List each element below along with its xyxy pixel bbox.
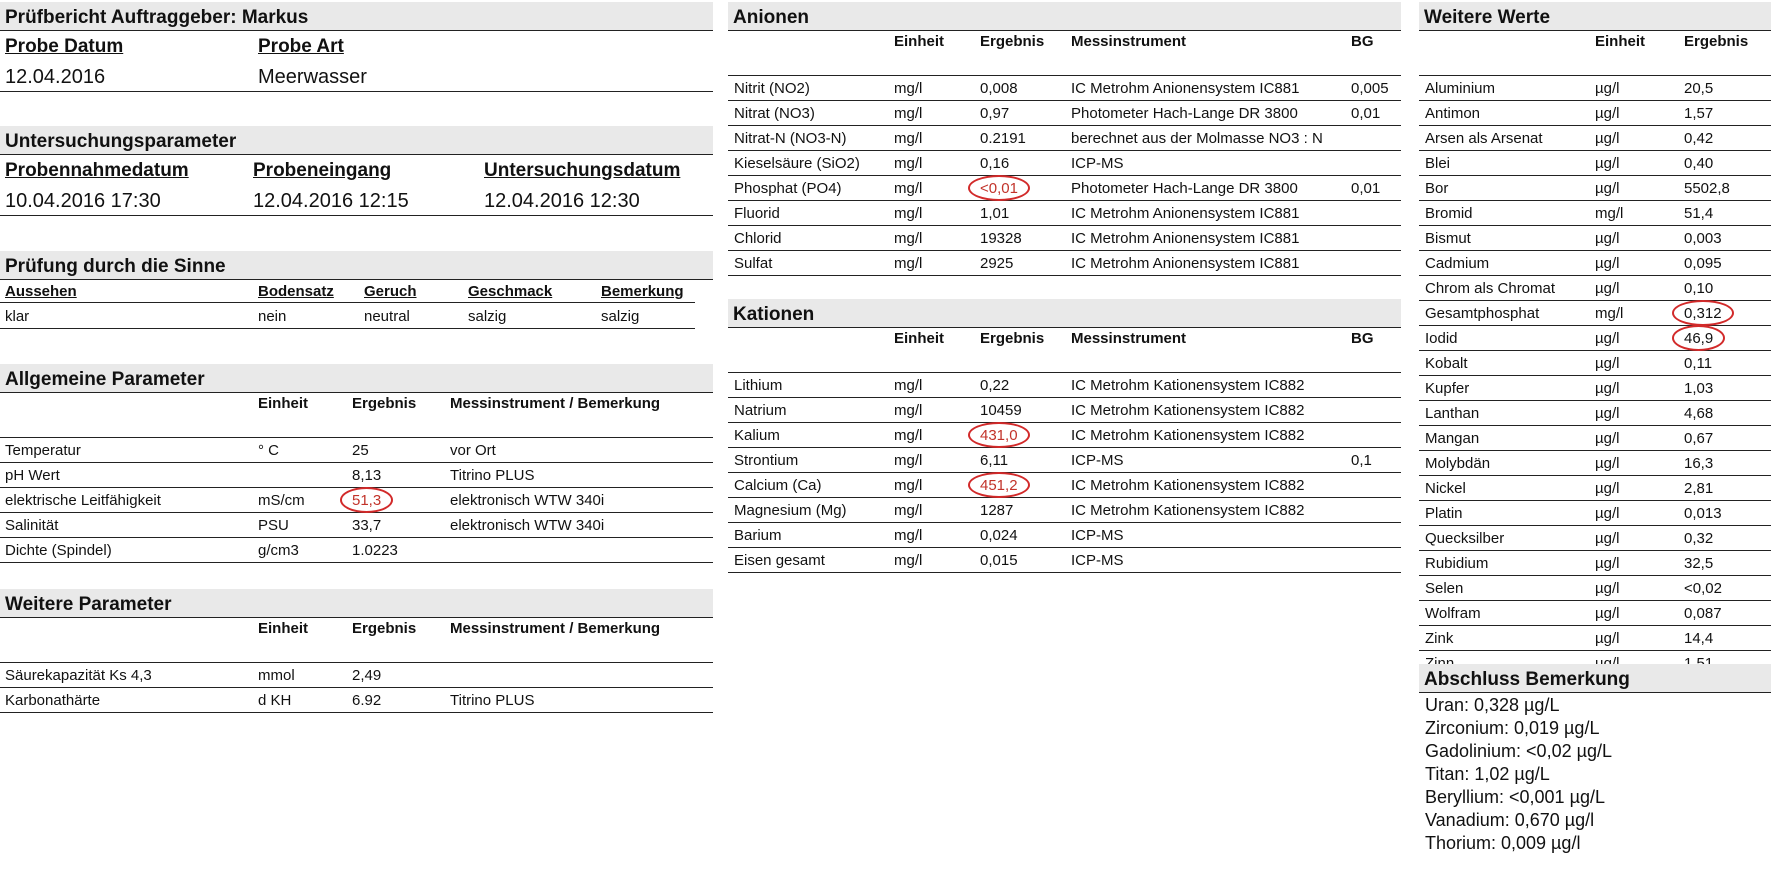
probe-datum-label: Probe Datum [5,36,124,57]
param-name: Temperatur [5,442,81,459]
param-name: pH Wert [5,467,60,484]
header-einheit: Einheit [258,395,309,412]
element-unit: µg/l [1595,455,1620,472]
element-unit: µg/l [1595,105,1620,122]
ion-instrument: IC Metrohm Kationensystem IC882 [1071,377,1305,394]
ion-bg: 0,005 [1351,80,1389,97]
anionen-title: Anionen [728,2,1401,31]
element-value-highlighted: 46,9 [1684,330,1714,347]
element-unit: µg/l [1595,280,1620,297]
element-name: Kupfer [1425,380,1470,397]
header-einheit: Einheit [258,620,309,637]
table-row [1419,301,1771,326]
element-value: 0,11 [1684,355,1713,372]
element-value: 0,003 [1684,230,1722,247]
ion-value: 1287 [980,502,1014,519]
divider [0,302,695,303]
ion-bg: 0,1 [1351,452,1372,469]
untersuchungsdatum-value: 12.04.2016 12:30 [484,190,640,212]
ion-name: Lithium [734,377,783,394]
ion-name: Eisen gesamt [734,552,825,569]
element-value: 0,32 [1684,530,1714,547]
element-value: 2,81 [1684,480,1714,497]
table-row [728,101,1401,126]
sinne-header-bodensatz: Bodensatz [258,283,334,300]
element-name: Aluminium [1425,80,1496,97]
ion-instrument: IC Metrohm Anionensystem IC881 [1071,80,1300,97]
ion-name: Phosphat (PO4) [734,180,842,197]
table-row [1419,576,1771,601]
sinne-header-geschmack: Geschmack [468,283,553,300]
ion-unit: mg/l [894,502,923,519]
ion-value: 1,01 [980,205,1010,222]
ion-bg: 0,01 [1351,105,1381,122]
element-name: Cadmium [1425,255,1490,272]
table-row [728,226,1401,251]
sinne-header-bemerkung: Bemerkung [601,283,684,300]
report-title: Prüfbericht Auftraggeber: Markus [0,2,713,31]
element-value: 1,57 [1684,105,1714,122]
untersuchung-title: Untersuchungsparameter [0,126,713,155]
kationen-title: Kationen [728,299,1401,328]
table-row [1419,451,1771,476]
allgemein-title: Allgemeine Parameter [0,364,713,393]
element-unit: µg/l [1595,405,1620,422]
header-ergebnis: Ergebnis [1684,33,1749,50]
ion-name: Natrium [734,402,787,419]
element-name: Rubidium [1425,555,1489,572]
element-unit: µg/l [1595,555,1620,572]
param-unit: mS/cm [258,492,305,509]
element-unit: µg/l [1595,505,1620,522]
element-value: 20,5 [1684,80,1714,97]
ion-value: 2925 [980,255,1014,272]
param-value: 8,13 [352,467,382,484]
header-ergebnis: Ergebnis [352,395,417,412]
table-row [1419,201,1771,226]
divider [0,91,713,92]
probennahmedatum-label: Probennahmedatum [5,160,189,181]
table-row [0,513,713,538]
table-row [0,488,713,513]
ion-unit: mg/l [894,130,923,147]
element-value: 51,4 [1684,205,1714,222]
ion-name: Barium [734,527,782,544]
table-row [728,473,1401,498]
remark-line: Beryllium: <0,001 µg/L [1425,787,1605,807]
ion-value-highlighted: 451,2 [980,477,1018,494]
table-row [728,498,1401,523]
param-name: Säurekapazität Ks 4,3 [5,667,152,684]
element-name: Chrom als Chromat [1425,280,1556,297]
header-bg: BG [1351,33,1374,50]
ion-unit: mg/l [894,230,923,247]
ion-unit: mg/l [894,105,923,122]
header-einheit: Einheit [894,33,945,50]
ion-unit: mg/l [894,80,923,97]
param-name: Salinität [5,517,59,534]
table-row [0,438,713,463]
ion-name: Magnesium (Mg) [734,502,847,519]
ion-name: Sulfat [734,255,773,272]
param-value: 6.92 [352,692,382,709]
table-row [728,151,1401,176]
ion-name: Fluorid [734,205,780,222]
allgemein-table [0,393,713,563]
probeneingang-value: 12.04.2016 12:15 [253,190,409,212]
ion-name: Kalium [734,427,780,444]
table-row [0,538,713,563]
element-unit: µg/l [1595,480,1620,497]
element-value: 0,10 [1684,280,1714,297]
table-row [0,463,713,488]
remark-line: Gadolinium: <0,02 µg/L [1425,741,1612,761]
remark-line: Thorium: 0,009 µg/l [1425,833,1581,853]
element-unit: mg/l [1595,205,1624,222]
element-name: Quecksilber [1425,530,1505,547]
element-value: 0,40 [1684,155,1714,172]
probennahmedatum-value: 10.04.2016 17:30 [5,190,161,212]
element-name: Gesamtphosphat [1425,305,1540,322]
weitere-werte-table [1419,31,1771,676]
ion-instrument: ICP-MS [1071,155,1124,172]
table-row [1419,151,1771,176]
table-row [0,688,713,713]
element-name: Molybdän [1425,455,1491,472]
ion-name: Calcium (Ca) [734,477,822,494]
element-name: Kobalt [1425,355,1468,372]
table-row [728,448,1401,473]
table-row [1419,626,1771,651]
element-unit: µg/l [1595,155,1620,172]
probe-datum-value: 12.04.2016 [5,66,106,88]
element-name: Platin [1425,505,1463,522]
table-header [728,328,1401,373]
element-unit: µg/l [1595,530,1620,547]
table-row [728,373,1401,398]
element-value: <0,02 [1684,580,1722,597]
element-value: 14,4 [1684,630,1714,647]
element-value: 0,67 [1684,430,1714,447]
ion-name: Nitrat (NO3) [734,105,815,122]
param-unit: d KH [258,692,292,709]
ion-value: 0,97 [980,105,1010,122]
ion-value-highlighted: 431,0 [980,427,1018,444]
ion-instrument: IC Metrohm Anionensystem IC881 [1071,230,1300,247]
ion-unit: mg/l [894,427,923,444]
table-row [1419,176,1771,201]
header-messinstrument: Messinstrument / Bemerkung [450,395,661,412]
ion-unit: mg/l [894,477,923,494]
probeneingang-label: Probeneingang [253,160,392,181]
ion-unit: mg/l [894,377,923,394]
untersuchungsdatum-label: Untersuchungsdatum [484,160,681,181]
table-row [728,423,1401,448]
element-value: 5502,8 [1684,180,1730,197]
element-name: Nickel [1425,480,1466,497]
header-ergebnis: Ergebnis [980,330,1045,347]
table-row [728,201,1401,226]
divider [0,328,695,329]
table-row [1419,501,1771,526]
header-messinstrument: Messinstrument [1071,330,1187,347]
element-unit: µg/l [1595,580,1620,597]
ion-value: 0,22 [980,377,1010,394]
ion-name: Chlorid [734,230,782,247]
remark-line: Titan: 1,02 µg/L [1425,764,1550,784]
table-row [1419,126,1771,151]
element-unit: µg/l [1595,380,1620,397]
anionen-table [728,31,1401,276]
element-value: 0,087 [1684,605,1722,622]
table-row [1419,351,1771,376]
element-unit: µg/l [1595,430,1620,447]
element-value: 1,03 [1684,380,1714,397]
ion-name: Kieselsäure (SiO2) [734,155,860,172]
ion-name: Strontium [734,452,799,469]
ion-instrument: ICP-MS [1071,452,1124,469]
ion-unit: mg/l [894,552,923,569]
ion-value-highlighted: <0,01 [980,180,1018,197]
param-name: Dichte (Spindel) [5,542,112,559]
table-row [1419,376,1771,401]
header-messinstrument: Messinstrument [1071,33,1187,50]
ion-bg: 0,01 [1351,180,1381,197]
ion-unit: mg/l [894,402,923,419]
param-instrument: elektronisch WTW 340i [450,492,605,509]
table-row [1419,551,1771,576]
element-value: 0,42 [1684,130,1714,147]
table-row [728,176,1401,201]
ion-unit: mg/l [894,155,923,172]
ion-value: 0,16 [980,155,1010,172]
ion-unit: mg/l [894,255,923,272]
element-unit: µg/l [1595,180,1620,197]
sinne-value-geruch: neutral [364,308,410,325]
element-unit: mg/l [1595,305,1624,322]
remark-line: Zirconium: 0,019 µg/L [1425,718,1600,738]
param-instrument: vor Ort [450,442,496,459]
element-unit: µg/l [1595,80,1620,97]
ion-unit: mg/l [894,452,923,469]
element-name: Lanthan [1425,405,1480,422]
divider [0,215,713,216]
element-name: Antimon [1425,105,1481,122]
sinne-title: Prüfung durch die Sinne [0,251,713,280]
header-messinstrument: Messinstrument / Bemerkung [450,620,661,637]
remark-line: Vanadium: 0,670 µg/l [1425,810,1595,830]
abschluss-remarks [1425,694,1612,855]
sinne-value-aussehen: klar [5,308,30,325]
param-unit: g/cm3 [258,542,299,559]
param-value: 33,7 [352,517,382,534]
element-name: Iodid [1425,330,1458,347]
element-name: Arsen als Arsenat [1425,130,1543,147]
table-row [1419,426,1771,451]
ion-value: 0.2191 [980,130,1026,147]
sinne-header-aussehen: Aussehen [5,283,77,300]
ion-instrument: ICP-MS [1071,527,1124,544]
probe-art-label: Probe Art [258,36,344,57]
header-ergebnis: Ergebnis [980,33,1045,50]
ion-unit: mg/l [894,180,923,197]
ion-value: 6,11 [980,452,1009,469]
table-row [728,126,1401,151]
ion-value: 0,008 [980,80,1018,97]
sinne-value-bodensatz: nein [258,308,287,325]
ion-instrument: ICP-MS [1071,552,1124,569]
probe-art-value: Meerwasser [258,66,367,88]
element-unit: µg/l [1595,630,1620,647]
table-row [1419,601,1771,626]
param-value: 1.0223 [352,542,398,559]
table-header [728,31,1401,76]
table-row [1419,276,1771,301]
param-instrument: elektronisch WTW 340i [450,517,605,534]
ion-instrument: berechnet aus der Molmasse NO3 : N [1071,130,1323,147]
table-row [1419,76,1771,101]
param-unit: mmol [258,667,295,684]
ion-instrument: IC Metrohm Anionensystem IC881 [1071,205,1300,222]
param-unit: ° C [258,442,279,459]
ion-instrument: IC Metrohm Kationensystem IC882 [1071,402,1305,419]
table-row [1419,226,1771,251]
ion-instrument: Photometer Hach-Lange DR 3800 [1071,105,1298,122]
param-instrument: Titrino PLUS [450,692,535,709]
element-value: 4,68 [1684,405,1714,422]
ion-instrument: IC Metrohm Kationensystem IC882 [1071,502,1305,519]
header-einheit: Einheit [894,330,945,347]
param-instrument: Titrino PLUS [450,467,535,484]
element-value: 0,013 [1684,505,1722,522]
header-ergebnis: Ergebnis [352,620,417,637]
element-value-highlighted: 0,312 [1684,305,1722,322]
table-row [728,548,1401,573]
header-bg: BG [1351,330,1374,347]
table-row [728,76,1401,101]
table-row [1419,526,1771,551]
table-header [1419,31,1771,76]
sinne-value-geschmack: salzig [468,308,507,325]
param-name: elektrische Leitfähigkeit [5,492,161,509]
element-value: 0,095 [1684,255,1722,272]
element-value: 32,5 [1684,555,1714,572]
table-row [1419,326,1771,351]
ion-instrument: Photometer Hach-Lange DR 3800 [1071,180,1298,197]
element-unit: µg/l [1595,355,1620,372]
table-row [1419,401,1771,426]
param-value-highlighted: 51,3 [352,492,382,509]
table-row [1419,251,1771,276]
element-name: Selen [1425,580,1464,597]
ion-value: 0,024 [980,527,1018,544]
element-value: 16,3 [1684,455,1714,472]
kationen-table [728,328,1401,573]
ion-unit: mg/l [894,527,923,544]
weitere-param-table [0,618,713,713]
table-row [728,251,1401,276]
element-unit: µg/l [1595,330,1620,347]
param-value: 2,49 [352,667,382,684]
param-name: Karbonathärte [5,692,101,709]
ion-name: Nitrat-N (NO3-N) [734,130,847,147]
table-row [1419,476,1771,501]
ion-value: 10459 [980,402,1022,419]
table-row [728,523,1401,548]
ion-instrument: IC Metrohm Kationensystem IC882 [1071,427,1305,444]
element-unit: µg/l [1595,605,1620,622]
element-unit: µg/l [1595,230,1620,247]
table-row [728,398,1401,423]
element-name: Bismut [1425,230,1471,247]
table-header [0,618,713,663]
ion-instrument: IC Metrohm Anionensystem IC881 [1071,255,1300,272]
element-name: Wolfram [1425,605,1481,622]
weitere-werte-title: Weitere Werte [1419,2,1771,31]
element-name: Zink [1425,630,1454,647]
abschluss-title: Abschluss Bemerkung [1419,664,1771,693]
remark-line: Uran: 0,328 µg/L [1425,695,1560,715]
element-name: Bor [1425,180,1449,197]
header-einheit: Einheit [1595,33,1646,50]
weitere-param-title: Weitere Parameter [0,589,713,618]
param-unit: PSU [258,517,289,534]
element-unit: µg/l [1595,130,1620,147]
element-name: Blei [1425,155,1451,172]
ion-unit: mg/l [894,205,923,222]
table-header [0,393,713,438]
ion-instrument: IC Metrohm Kationensystem IC882 [1071,477,1305,494]
ion-value: 0,015 [980,552,1018,569]
table-row [0,663,713,688]
sinne-value-bemerkung: salzig [601,308,640,325]
element-name: Mangan [1425,430,1480,447]
ion-name: Nitrit (NO2) [734,80,810,97]
element-unit: µg/l [1595,255,1620,272]
ion-value: 19328 [980,230,1022,247]
param-value: 25 [352,442,369,459]
sinne-header-geruch: Geruch [364,283,417,300]
element-name: Bromid [1425,205,1473,222]
table-row [1419,101,1771,126]
